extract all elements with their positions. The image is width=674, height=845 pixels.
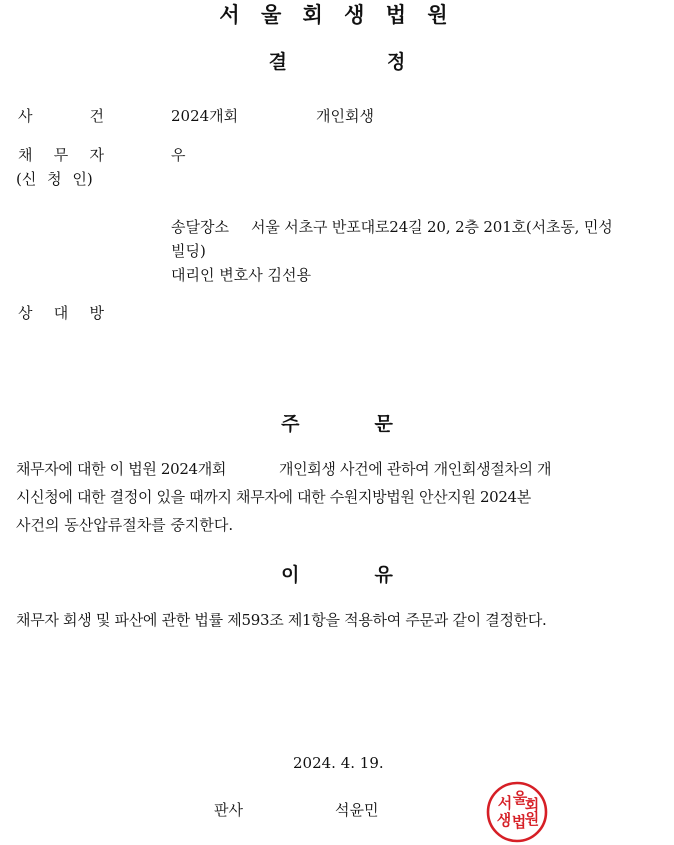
order-line-3: 사건의 동산압류절차를 중지한다.: [16, 516, 234, 534]
debtor-label-char-3: 자: [89, 146, 104, 164]
seal-char-2: 울: [512, 789, 528, 807]
debtor-label-sub: (신 청 인): [16, 170, 93, 188]
counterparty-label: [18, 301, 104, 325]
reason-heading: [0, 563, 674, 587]
order-text: [16, 455, 661, 539]
debtor-label: [18, 143, 104, 167]
order-heading: [0, 412, 674, 436]
reason-heading-right: 유: [374, 564, 393, 586]
debtor-label-char-1: 채: [18, 146, 33, 164]
seal-char-6: 원: [524, 810, 540, 828]
debtor-label-char-2: 무: [53, 146, 69, 164]
seal-char-4: 생: [496, 811, 512, 829]
counterparty-label-char-3: 방: [89, 304, 104, 322]
judge-title: 판사: [214, 801, 243, 819]
debtor-name: 우: [171, 146, 186, 164]
counterparty-label-char-2: 대: [53, 304, 69, 322]
case-label-char-1: 사: [18, 107, 33, 125]
order-heading-left: 주: [281, 413, 300, 435]
seal-char-5: 법: [511, 813, 527, 831]
service-address-line1: 서울 서초구 반포대로24길 20, 2층 201호(서초동, 민성: [251, 218, 613, 236]
court-name: 서 울 회 생 법 원: [219, 3, 455, 27]
title-left: 결: [268, 51, 287, 73]
case-label: [18, 104, 104, 128]
case-number: 2024개회: [171, 107, 239, 125]
case-label-char-2: 건: [89, 107, 104, 125]
court-seal-icon: [486, 781, 548, 843]
order-heading-right: 문: [374, 413, 393, 435]
order-line-1: 채무자에 대한 이 법원 2024개회 개인회생 사건에 관하여 개인회생절차의 개: [16, 460, 552, 478]
case-name: 개인회생: [316, 107, 374, 125]
service-address-label: 송달장소: [171, 218, 229, 236]
seal-char-1: 서: [497, 794, 513, 812]
reason-text: 채무자 회생 및 파산에 관한 법률 제593조 제1항을 적용하여 주문과 같이 결정한다.: [16, 611, 547, 629]
title-right: 정: [387, 51, 406, 73]
seal-char-3: 회: [524, 796, 540, 814]
service-address-line2: 빌딩): [171, 242, 206, 260]
debtor-agent: 대리인 변호사 김선용: [171, 266, 311, 284]
reason-heading-left: 이: [281, 564, 300, 586]
document-title: [0, 50, 674, 74]
order-line-2: 시신청에 대한 결정이 있을 때까지 채무자에 대한 수원지방법원 안산지원 2024본: [16, 488, 531, 506]
judge-name: 석윤민: [335, 801, 379, 819]
decision-date: 2024. 4. 19.: [293, 754, 384, 772]
counterparty-label-char-1: 상: [18, 304, 33, 322]
